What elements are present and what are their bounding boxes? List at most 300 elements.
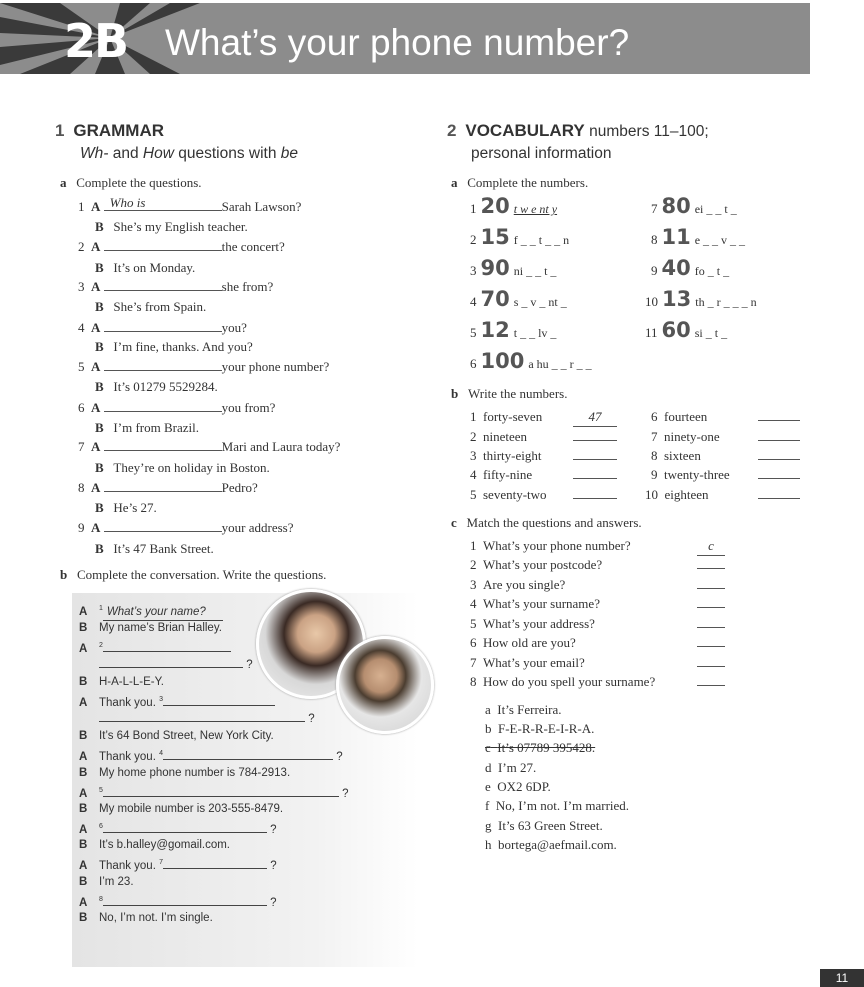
- word-item: [651, 428, 720, 446]
- number-word[interactable]: e _ _ v _ _: [694, 233, 746, 247]
- question-mark: ?: [270, 823, 277, 836]
- instruction-text: Write the numbers.: [467, 386, 568, 401]
- answer-blank[interactable]: [99, 656, 243, 668]
- conversation-text: I’m 23.: [99, 876, 134, 888]
- number-item: [470, 256, 556, 280]
- exercise-letter: a: [60, 175, 67, 190]
- number-word-text: fifty-nine: [483, 467, 533, 482]
- subtitle-wh: Wh-: [80, 145, 109, 162]
- item-number: 8: [78, 480, 85, 495]
- section-title: VOCABULARY: [465, 121, 585, 140]
- question-mark: ?: [270, 896, 277, 909]
- answer-b-line: [95, 378, 218, 396]
- answer-blank[interactable]: [104, 399, 222, 412]
- speaker-b: B: [95, 541, 104, 556]
- instruction-text: Complete the numbers.: [467, 175, 589, 190]
- answer-blank[interactable]: [104, 358, 222, 371]
- number-item: [470, 225, 569, 249]
- exercise-letter: c: [451, 515, 457, 530]
- speaker-b: B: [95, 420, 104, 435]
- vocabulary-heading: [447, 121, 709, 142]
- question-mark: ?: [246, 659, 253, 671]
- number-word-text: ninety-one: [664, 429, 720, 444]
- speaker-label: A: [79, 750, 88, 763]
- speaker-label: A: [79, 823, 88, 836]
- subtitle-be: be: [280, 145, 299, 162]
- item-number: 1: [470, 538, 477, 553]
- number-word[interactable]: a hu _ _ r _ _: [528, 357, 592, 371]
- item-number: 3: [470, 448, 477, 463]
- number-figure: 20: [480, 194, 510, 218]
- question-text: she from?: [221, 279, 274, 294]
- item-number: 4: [470, 596, 477, 611]
- item-number: 10: [645, 487, 658, 502]
- answer-text: They’re on holiday in Boston.: [113, 460, 270, 475]
- conversation-line-continued: [99, 656, 253, 673]
- conversation-text: Thank you.: [99, 696, 156, 709]
- question-a-line: [78, 278, 273, 296]
- item-number: 1: [470, 409, 477, 424]
- match-answer: [485, 778, 551, 796]
- speaker-label: A: [79, 859, 88, 872]
- item-number: 6: [651, 409, 658, 424]
- item-number: 8: [651, 232, 658, 247]
- number-item: [645, 318, 727, 342]
- answer-letter: a: [485, 702, 491, 717]
- speaker-label: B: [79, 730, 88, 742]
- conversation-line-continued: [99, 710, 315, 727]
- answer-blank[interactable]: [104, 479, 222, 492]
- vocab-a-instruction: [451, 174, 588, 192]
- number-figure: 100: [480, 349, 525, 373]
- number-word[interactable]: t _ _ lv _: [513, 326, 557, 340]
- speaker-b: B: [95, 299, 104, 314]
- item-number: 1: [470, 201, 477, 216]
- item-number: 11: [645, 325, 658, 340]
- item-number: 2: [470, 429, 477, 444]
- number-figure: 13: [662, 287, 692, 311]
- number-figure: 70: [480, 287, 510, 311]
- number-word[interactable]: si _ t _: [694, 326, 728, 340]
- question-a-line: [78, 519, 293, 537]
- item-number: 5: [470, 325, 477, 340]
- answer-text: It’s 47 Bank Street.: [113, 541, 214, 556]
- match-question: [470, 615, 595, 633]
- speaker-a: A: [91, 279, 101, 294]
- question-text: you?: [221, 320, 247, 335]
- number-figure: 60: [661, 318, 691, 342]
- answer-blank[interactable]: 47: [573, 408, 617, 427]
- number-item: [470, 194, 557, 218]
- speaker-label: B: [79, 767, 88, 779]
- line-number: 5: [99, 787, 103, 794]
- question-a-line: [78, 438, 340, 456]
- answer-blank[interactable]: c: [697, 537, 725, 556]
- answer-text: He’s 27.: [113, 500, 157, 515]
- speaker-label: B: [79, 912, 88, 924]
- line-number: 6: [99, 823, 103, 830]
- answer-blank[interactable]: [104, 238, 222, 251]
- item-number: 6: [78, 400, 85, 415]
- match-answer: [485, 836, 617, 854]
- word-item: [470, 466, 532, 484]
- number-figure: 15: [480, 225, 510, 249]
- speaker-a: A: [91, 520, 101, 535]
- answer-blank[interactable]: [758, 459, 800, 460]
- item-number: 5: [78, 359, 85, 374]
- question-a-line: [78, 319, 247, 337]
- number-word-text: thirty-eight: [483, 448, 542, 463]
- conversation-line: [79, 837, 230, 853]
- speaker-label: B: [79, 803, 88, 815]
- answer-blank[interactable]: [99, 710, 305, 722]
- speaker-a: A: [91, 320, 101, 335]
- question-mark: ?: [270, 859, 277, 872]
- answer-text: OX2 6DP.: [497, 779, 551, 794]
- question-text: How do you spell your surname?: [483, 674, 656, 689]
- item-number: 4: [470, 467, 477, 482]
- conversation-line: [79, 692, 275, 711]
- question-a-line: [78, 399, 275, 417]
- answer-text: She’s from Spain.: [113, 299, 207, 314]
- grammar-heading: [55, 121, 164, 142]
- item-number: 9: [651, 263, 658, 278]
- question-mark: ?: [342, 787, 349, 800]
- match-question: [470, 654, 585, 672]
- line-number: 2: [99, 642, 103, 649]
- item-number: 5: [470, 487, 477, 502]
- answer-text: I’m 27.: [498, 760, 537, 775]
- conversation-line: [79, 765, 290, 781]
- answer-blank[interactable]: [697, 568, 725, 569]
- number-word[interactable]: fo _ t _: [694, 264, 730, 278]
- number-item: [470, 287, 567, 311]
- number-word[interactable]: ei _ _ t _: [694, 202, 737, 216]
- answer-letter: g: [485, 818, 492, 833]
- number-word-text: forty-seven: [483, 409, 543, 424]
- question-a-line: [78, 195, 302, 216]
- item-number: 2: [470, 232, 477, 247]
- answer-blank[interactable]: [758, 420, 800, 421]
- match-answer: [485, 797, 629, 815]
- speaker-b: B: [95, 260, 104, 275]
- match-answer: [485, 817, 603, 835]
- answer-text: It’s 01279 5529284.: [113, 379, 218, 394]
- answer-text: It’s 63 Green Street.: [498, 818, 603, 833]
- match-question: [470, 576, 565, 594]
- page-title: What’s your phone number?: [165, 22, 630, 63]
- item-number: 6: [470, 635, 477, 650]
- answer-b-line: [95, 298, 206, 316]
- subtitle-and: and: [108, 145, 143, 162]
- number-item: [645, 287, 757, 311]
- answer-blank[interactable]: [163, 748, 333, 760]
- number-word[interactable]: f _ _ t _ _ n: [513, 233, 570, 247]
- question-text: What’s your postcode?: [483, 557, 603, 572]
- speaker-a: A: [91, 239, 101, 254]
- answer-blank[interactable]: [104, 195, 222, 211]
- conversation-text: Thank you.: [99, 750, 156, 763]
- item-number: 4: [470, 294, 477, 309]
- conversation-text: My name’s Brian Halley.: [99, 622, 222, 634]
- conversation-line: [79, 601, 223, 621]
- answer-text: I’m from Brazil.: [113, 420, 199, 435]
- item-number: 8: [651, 448, 658, 463]
- word-item: [470, 447, 542, 465]
- line-number: 7: [159, 859, 164, 866]
- answer-blank[interactable]: [103, 785, 339, 797]
- match-question: [470, 556, 602, 574]
- number-word-text: eighteen: [664, 487, 709, 502]
- answer-text: It’s on Monday.: [113, 260, 196, 275]
- question-text: What’s your email?: [483, 655, 585, 670]
- line-number: 1: [99, 605, 103, 612]
- speaker-b: B: [95, 379, 104, 394]
- section-title: GRAMMAR: [73, 121, 165, 140]
- conversation-line: [79, 674, 164, 690]
- question-text: the concert?: [221, 239, 285, 254]
- question-text: What’s your surname?: [483, 596, 600, 611]
- word-item: [651, 408, 707, 426]
- conversation-text: It’s 64 Bond Street, New York City.: [99, 730, 274, 742]
- answer-blank[interactable]: [103, 604, 223, 621]
- answer-letter: e: [485, 779, 491, 794]
- question-text: What’s your phone number?: [483, 538, 631, 553]
- answer-text: bortega@aefmail.com.: [498, 837, 617, 852]
- speaker-label: B: [79, 676, 88, 688]
- answer-blank[interactable]: [103, 821, 267, 833]
- conversation-line: [79, 892, 277, 911]
- number-item: [470, 349, 592, 373]
- item-number: 10: [645, 294, 658, 309]
- number-word-text: fourteen: [664, 409, 708, 424]
- item-number: 5: [470, 616, 477, 631]
- answer-blank[interactable]: [697, 607, 725, 608]
- question-text: Mari and Laura today?: [221, 439, 341, 454]
- answer-blank[interactable]: [163, 857, 267, 869]
- section-number: 2: [447, 121, 457, 140]
- exercise-letter: b: [60, 567, 68, 582]
- speaker-label: A: [79, 696, 88, 709]
- answer-text: It’s Ferreira.: [497, 702, 562, 717]
- answer-b-line: [95, 419, 199, 437]
- subtitle-rest: questions with: [173, 145, 281, 162]
- item-number: 3: [470, 263, 477, 278]
- question-text: Sarah Lawson?: [221, 199, 302, 214]
- speaker-label: B: [79, 622, 88, 634]
- line-number: 4: [159, 750, 164, 757]
- item-number: 7: [470, 655, 477, 670]
- match-question: [470, 595, 600, 613]
- page-number: 11: [820, 969, 864, 987]
- number-figure: 12: [480, 318, 510, 342]
- conversation-text: No, I’m not. I’m single.: [99, 912, 213, 924]
- number-word-text: seventy-two: [483, 487, 547, 502]
- item-number: 6: [470, 356, 477, 371]
- conversation-text: It’s b.halley@gomail.com.: [99, 839, 230, 851]
- conversation-line: [79, 728, 274, 744]
- speaker-a: A: [91, 199, 101, 214]
- number-word[interactable]: s _ v _ nt _: [513, 295, 567, 309]
- match-answer: [485, 720, 594, 738]
- question-text: Pedro?: [221, 480, 258, 495]
- header-banner: [0, 3, 810, 74]
- answer-blank[interactable]: [103, 894, 267, 906]
- speaker-a: A: [91, 439, 101, 454]
- question-mark: ?: [308, 713, 315, 725]
- answer-text: F-E-R-R-E-I-R-A.: [498, 721, 595, 736]
- item-number: 9: [651, 467, 658, 482]
- match-question: [470, 537, 631, 555]
- item-number: 7: [651, 429, 658, 444]
- conversation-line: [79, 910, 213, 926]
- conversation-line: [79, 801, 283, 817]
- number-figure: 90: [480, 256, 510, 280]
- number-word-text: sixteen: [664, 448, 701, 463]
- match-answer: [485, 759, 536, 777]
- conversation-text: H-A-L-L-E-Y.: [99, 676, 164, 688]
- question-mark: ?: [336, 750, 343, 763]
- item-number: 2: [78, 239, 85, 254]
- item-number: 2: [470, 557, 477, 572]
- item-number: 4: [78, 320, 85, 335]
- answer-b-line: [95, 338, 253, 356]
- answer-blank[interactable]: [697, 588, 725, 589]
- answer-b-line: [95, 218, 248, 236]
- answer-letter: h: [485, 837, 492, 852]
- item-number: 1: [78, 199, 85, 214]
- subtitle-how: How: [142, 145, 174, 162]
- speaker-label: B: [79, 839, 88, 851]
- answer-blank[interactable]: [697, 666, 725, 667]
- answer-blank[interactable]: [163, 694, 275, 706]
- match-question: [470, 673, 655, 691]
- number-figure: 40: [661, 256, 691, 280]
- conversation-line: [79, 620, 222, 636]
- line-number: 8: [99, 896, 103, 903]
- answer-blank[interactable]: [758, 498, 800, 499]
- answer-text: She’s my English teacher.: [113, 219, 248, 234]
- answer-text: It’s 07789 395428.: [497, 740, 596, 755]
- answer-letter: c: [485, 740, 491, 755]
- question-a-line: [78, 238, 285, 256]
- speaker-label: B: [79, 876, 88, 888]
- match-answer-used: [485, 739, 595, 757]
- answer-blank[interactable]: [104, 319, 222, 332]
- item-number: 8: [470, 674, 477, 689]
- number-word[interactable]: th _ r _ _ _ n: [695, 295, 757, 309]
- answer-b-line: [95, 499, 157, 517]
- man-on-phone-photo: [336, 636, 434, 734]
- answer-blank[interactable]: [573, 459, 617, 460]
- match-answer: [485, 701, 562, 719]
- speaker-b: B: [95, 339, 104, 354]
- exercise-letter: b: [451, 386, 459, 401]
- instruction-text: Complete the conversation. Write the questions.: [76, 567, 327, 582]
- question-text: you from?: [221, 400, 276, 415]
- number-item: [651, 194, 737, 218]
- speaker-b: B: [95, 460, 104, 475]
- conversation-text: My home phone number is 784-2913.: [99, 767, 291, 779]
- conversation-line: [79, 746, 343, 765]
- conversation-line: [79, 874, 134, 890]
- speaker-label: A: [79, 642, 88, 655]
- question-text: your address?: [221, 520, 294, 535]
- vocabulary-subtitle: personal information: [471, 145, 612, 162]
- lesson-code: 2B: [64, 14, 128, 68]
- answer-blank[interactable]: [573, 440, 617, 441]
- question-a-line: [78, 479, 258, 497]
- speaker-label: A: [79, 787, 88, 800]
- grammar-a-instruction: [60, 174, 202, 192]
- conversation-line: [79, 855, 277, 874]
- speaker-label: A: [79, 896, 88, 909]
- question-text: your phone number?: [221, 359, 330, 374]
- number-figure: 80: [661, 194, 691, 218]
- vocab-b-instruction: [451, 385, 567, 403]
- item-number: 7: [78, 439, 85, 454]
- answer-b-line: [95, 259, 195, 277]
- speaker-b: B: [95, 219, 104, 234]
- answer-blank[interactable]: [697, 685, 725, 686]
- instruction-text: Match the questions and answers.: [466, 515, 642, 530]
- exercise-letter: a: [451, 175, 458, 190]
- conversation-line: [79, 783, 349, 802]
- word-item: [651, 466, 730, 484]
- item-number: 3: [470, 577, 477, 592]
- answer-blank[interactable]: [103, 640, 231, 652]
- item-number: 3: [78, 279, 85, 294]
- answer-blank[interactable]: [758, 478, 800, 479]
- answer-blank[interactable]: [104, 278, 222, 291]
- speaker-b: B: [95, 500, 104, 515]
- answer-blank[interactable]: [104, 438, 222, 451]
- answer-blank[interactable]: [573, 478, 617, 479]
- answer-blank[interactable]: [697, 627, 725, 628]
- question-text: What’s your address?: [483, 616, 595, 631]
- number-item: [651, 225, 745, 249]
- number-word[interactable]: ni _ _ t _: [513, 264, 557, 278]
- instruction-text: Complete the questions.: [76, 175, 202, 190]
- number-item: [470, 318, 556, 342]
- answer-blank[interactable]: [758, 440, 800, 441]
- number-word[interactable]: t w e nt y: [513, 202, 558, 216]
- speaker-label: A: [79, 605, 88, 618]
- item-number: 7: [651, 201, 658, 216]
- grammar-subtitle: [80, 144, 298, 164]
- number-word-text: nineteen: [483, 429, 528, 444]
- conversation-line: [79, 638, 231, 657]
- answer-blank[interactable]: [697, 646, 725, 647]
- word-item: [470, 428, 527, 446]
- item-number: 9: [78, 520, 85, 535]
- question-text: How old are you?: [483, 635, 576, 650]
- answer-letter: f: [485, 798, 490, 813]
- answer-blank[interactable]: [573, 498, 617, 499]
- speaker-a: A: [91, 480, 101, 495]
- number-figure: 11: [661, 225, 691, 249]
- conversation-line: [79, 819, 277, 838]
- speaker-a: A: [91, 359, 101, 374]
- example-answer: What’s your name?: [106, 605, 206, 618]
- example-answer: Who is: [109, 195, 146, 210]
- answer-text: No, I’m not. I’m married.: [495, 798, 630, 813]
- vocab-c-instruction: [451, 514, 642, 532]
- number-word-text: twenty-three: [664, 467, 730, 482]
- answer-blank[interactable]: [104, 519, 222, 532]
- answer-text: I’m fine, thanks. And you?: [113, 339, 253, 354]
- speaker-a: A: [91, 400, 101, 415]
